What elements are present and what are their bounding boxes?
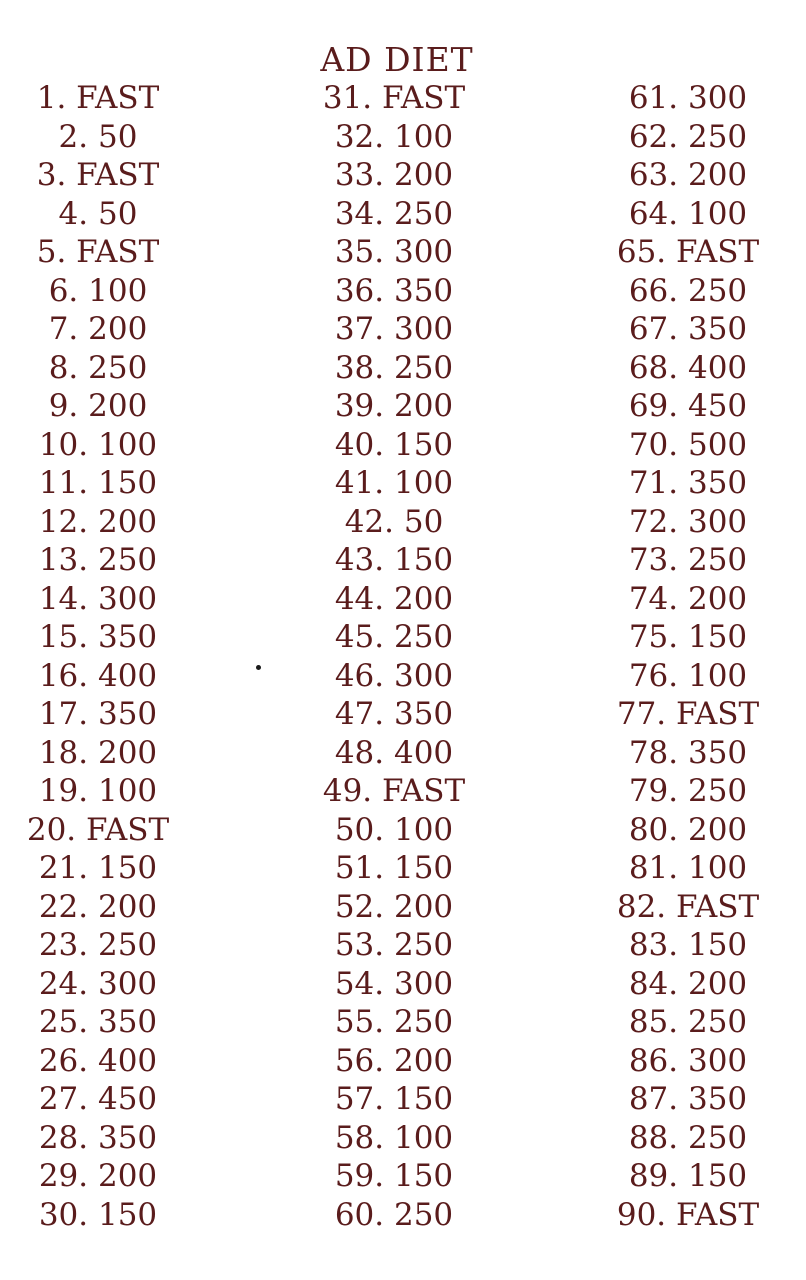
day-entry: 84. 200 <box>628 965 748 1002</box>
day-entry: 63. 200 <box>628 157 748 193</box>
day-entry: 17. 350 <box>38 696 158 732</box>
day-entry: 47. 350 <box>334 696 454 732</box>
day-entry: 62. 250 <box>628 118 748 155</box>
day-entry: 11. 150 <box>38 465 158 501</box>
day-entry: 14. 300 <box>38 580 158 617</box>
day-entry: 29. 200 <box>38 1158 158 1194</box>
day-entry: 16. 400 <box>38 657 158 694</box>
day-entry: 2. 50 <box>58 118 138 155</box>
day-entry: 15. 350 <box>38 619 158 655</box>
day-entry: 36. 350 <box>334 272 454 309</box>
day-entry: 52. 200 <box>334 888 454 925</box>
page-title: AD DIET <box>320 40 474 79</box>
day-entry: 66. 250 <box>628 272 748 309</box>
day-entry: 85. 250 <box>628 1004 748 1040</box>
day-entry: 79. 250 <box>628 773 748 809</box>
day-entry: 27. 450 <box>38 1081 158 1117</box>
day-entry: 76. 100 <box>628 657 748 694</box>
day-entry: 68. 400 <box>628 349 748 386</box>
day-entry: 44. 200 <box>334 580 454 617</box>
stray-dot <box>256 665 261 670</box>
day-entry: 22. 200 <box>38 888 158 925</box>
day-entry: 69. 450 <box>628 388 748 424</box>
day-entry: 20. FAST <box>26 811 170 848</box>
day-entry: 31. FAST <box>322 80 466 116</box>
day-entry: 75. 150 <box>628 619 748 655</box>
day-entry: 41. 100 <box>334 465 454 501</box>
day-entry: 9. 200 <box>48 388 148 424</box>
day-entry: 49. FAST <box>322 773 466 809</box>
day-entry: 56. 200 <box>334 1042 454 1079</box>
day-entry: 12. 200 <box>38 503 158 540</box>
day-entry: 6. 100 <box>48 272 148 309</box>
day-entry: 7. 200 <box>48 311 148 347</box>
day-column-2 <box>254 79 534 1234</box>
day-entry: 35. 300 <box>334 234 454 270</box>
day-entry: 32. 100 <box>334 118 454 155</box>
day-entry: 55. 250 <box>334 1004 454 1040</box>
day-entry: 38. 250 <box>334 349 454 386</box>
day-entry: 33. 200 <box>334 157 454 193</box>
day-entry: 3. FAST <box>36 157 160 193</box>
day-column-1 <box>0 79 238 1234</box>
day-entry: 64. 100 <box>628 195 748 232</box>
day-entry: 43. 150 <box>334 542 454 578</box>
day-entry: 8. 250 <box>48 349 148 386</box>
day-entry: 83. 150 <box>628 927 748 963</box>
day-entry: 82. FAST <box>616 888 760 925</box>
day-entry: 25. 350 <box>38 1004 158 1040</box>
day-entry: 4. 50 <box>58 195 138 232</box>
day-entry: 57. 150 <box>334 1081 454 1117</box>
day-entry: 21. 150 <box>38 850 158 886</box>
day-entry: 39. 200 <box>334 388 454 424</box>
day-entry: 42. 50 <box>344 503 444 540</box>
day-entry: 81. 100 <box>628 850 748 886</box>
day-entry: 73. 250 <box>628 542 748 578</box>
day-entry: 59. 150 <box>334 1158 454 1194</box>
day-entry: 28. 350 <box>38 1119 158 1156</box>
day-entry: 45. 250 <box>334 619 454 655</box>
day-entry: 60. 250 <box>334 1196 454 1233</box>
day-entry: 72. 300 <box>628 503 748 540</box>
day-entry: 23. 250 <box>38 927 158 963</box>
day-entry: 80. 200 <box>628 811 748 848</box>
day-entry: 53. 250 <box>334 927 454 963</box>
day-entry: 13. 250 <box>38 542 158 578</box>
day-entry: 89. 150 <box>628 1158 748 1194</box>
day-entry: 5. FAST <box>36 234 160 270</box>
day-entry: 77. FAST <box>616 696 760 732</box>
day-entry: 58. 100 <box>334 1119 454 1156</box>
day-entry: 65. FAST <box>616 234 760 270</box>
day-entry: 61. 300 <box>628 80 748 116</box>
day-entry: 88. 250 <box>628 1119 748 1156</box>
day-entry: 1. FAST <box>36 80 160 116</box>
day-entry: 86. 300 <box>628 1042 748 1079</box>
day-entry: 30. 150 <box>38 1196 158 1233</box>
day-entry: 46. 300 <box>334 657 454 694</box>
day-entry: 19. 100 <box>38 773 158 809</box>
day-entry: 74. 200 <box>628 580 748 617</box>
day-entry: 50. 100 <box>334 811 454 848</box>
day-entry: 26. 400 <box>38 1042 158 1079</box>
day-entry: 67. 350 <box>628 311 748 347</box>
day-entry: 10. 100 <box>38 426 158 463</box>
day-entry: 87. 350 <box>628 1081 748 1117</box>
day-entry: 40. 150 <box>334 426 454 463</box>
day-entry: 24. 300 <box>38 965 158 1002</box>
day-entry: 90. FAST <box>616 1196 760 1233</box>
day-entry: 51. 150 <box>334 850 454 886</box>
day-entry: 37. 300 <box>334 311 454 347</box>
day-entry: 34. 250 <box>334 195 454 232</box>
day-entry: 71. 350 <box>628 465 748 501</box>
day-entry: 48. 400 <box>334 734 454 771</box>
day-entry: 18. 200 <box>38 734 158 771</box>
day-column-3 <box>548 79 806 1234</box>
day-entry: 78. 350 <box>628 734 748 771</box>
day-entry: 70. 500 <box>628 426 748 463</box>
day-entry: 54. 300 <box>334 965 454 1002</box>
